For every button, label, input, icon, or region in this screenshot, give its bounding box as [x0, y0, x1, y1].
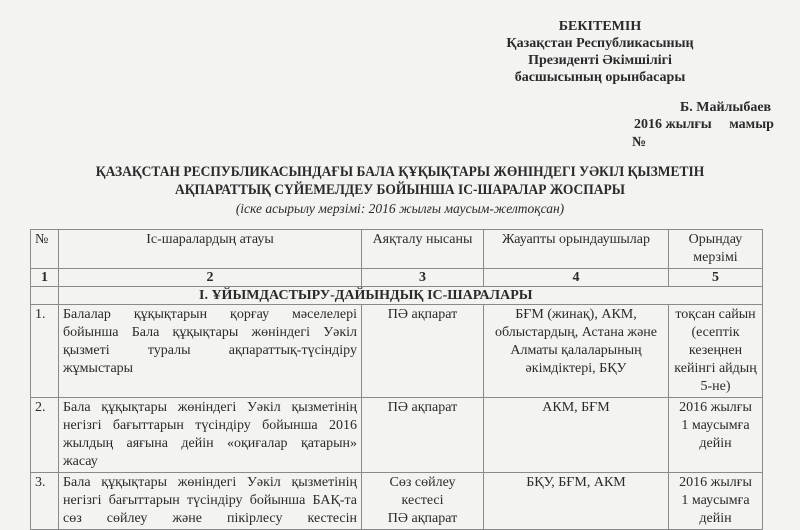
- text-line: бойынша Бала құқықтары жөніндегі Уәкіл: [63, 325, 357, 340]
- row-name: [59, 305, 362, 398]
- text-line: Балалар құқықтарын қорғау мәселелері: [63, 307, 357, 322]
- text-line: кезеңнен: [688, 343, 743, 358]
- header-deadline: Орындау мерзімі: [669, 230, 763, 269]
- column-number-row: [31, 269, 763, 287]
- text-line: Алматы қалаларының: [510, 343, 642, 358]
- text-line: жылдың аяғына дейін «оқиғалар қатарын»: [63, 436, 357, 451]
- row-name: [59, 473, 362, 530]
- row-deadline: [669, 305, 763, 398]
- text-line: қызметі туралы ақпараттық-түсіндіру: [63, 343, 357, 358]
- text-line: 1 маусымға: [681, 418, 750, 433]
- approval-line: Қазақстан Республикасының: [506, 36, 694, 51]
- header-number: №: [31, 230, 59, 269]
- text-line: 2016 жылғы: [679, 400, 752, 415]
- header-executors: Жауапты орындаушылар: [484, 230, 669, 269]
- plan-table: [30, 229, 763, 530]
- row-form: [362, 305, 484, 398]
- text-line: тоқсан сайын: [675, 307, 756, 322]
- text-line: Бала құқықтары жөніндегі Уәкіл қызметінің: [63, 475, 357, 490]
- column-number: 1: [31, 269, 59, 287]
- row-form: [362, 473, 484, 530]
- text-line: 2016 жылғы: [679, 475, 752, 490]
- row-executors: [484, 305, 669, 398]
- text-line: БҚУ, БҒМ, АКМ: [526, 475, 626, 490]
- text-line: Сөз сөйлеу: [389, 475, 456, 490]
- document-title-line1: ҚАЗАҚСТАН РЕСПУБЛИКАСЫНДАҒЫ БАЛА ҚҰҚЫҚТАРЫ ЖӨНІНДЕГІ УӘКІЛ ҚЫЗМЕТІН: [95, 164, 705, 180]
- text-line: негізгі бағыттарын түсіндіру бойынша БАҚ-та: [63, 493, 357, 508]
- text-line: 1 маусымға: [681, 493, 750, 508]
- text-line: жасау: [63, 454, 98, 469]
- text-line: кейінгі айдың: [674, 361, 757, 376]
- column-number: 4: [484, 269, 669, 287]
- row-name: [59, 398, 362, 473]
- approval-heading: БЕКІТЕМІН: [558, 19, 642, 34]
- section-empty-cell: [31, 287, 59, 305]
- header-form: Аяқталу нысаны: [362, 230, 484, 269]
- text-line: жұмыстары: [63, 361, 134, 376]
- text-line: облыстардың, Астана және: [495, 325, 657, 340]
- header-name: Іс-шаралардың атауы: [59, 230, 362, 269]
- approval-block: [500, 18, 700, 86]
- header-row: [31, 230, 763, 269]
- text-line: әкімдіктері, БҚУ: [525, 361, 627, 376]
- column-number: 5: [669, 269, 763, 287]
- section-heading: I. ҰЙЫМДАСТЫРУ-ДАЙЫНДЫҚ ІС-ШАРАЛАРЫ: [59, 287, 763, 305]
- text-line: АКМ, БҒМ: [542, 400, 610, 415]
- text-line: 5-не): [700, 379, 731, 394]
- row-number: 1.: [31, 305, 59, 398]
- text-line: ПӘ ақпарат: [387, 400, 458, 415]
- document-title-line2: АҚПАРАТТЫҚ СҮЙЕМЕЛДЕУ БОЙЫНША ІС-ШАРАЛАР ЖОСПАРЫ: [175, 182, 625, 198]
- text-line: ПӘ ақпарат: [387, 307, 458, 322]
- column-number: 2: [59, 269, 362, 287]
- row-form: [362, 398, 484, 473]
- signatory-name: Б. Майлыбаев: [680, 100, 772, 115]
- text-line: негізгі бағыттарын түсіндіру бойынша 2016: [63, 418, 357, 433]
- row-number: 3.: [31, 473, 59, 530]
- row-number: 2.: [31, 398, 59, 473]
- text-line: (есептік: [691, 325, 740, 340]
- row-deadline: [669, 473, 763, 530]
- table-row: [31, 305, 763, 398]
- section-row: [31, 287, 763, 305]
- text-line: сөз сөйлеу және пікірлесу кестесін: [63, 511, 357, 526]
- table-row: [31, 473, 763, 530]
- text-line: БҒМ (жинақ), АКМ,: [515, 307, 637, 322]
- text-line: кестесі: [401, 493, 444, 508]
- row-executors: [484, 473, 669, 530]
- text-line: дейін: [699, 436, 732, 451]
- row-deadline: [669, 398, 763, 473]
- text-line: ПӘ ақпарат: [387, 511, 458, 526]
- text-line: дейін: [699, 511, 732, 526]
- document-subtitle: (іске асырылу мерзімі: 2016 жылғы маусым-желтоқсан): [235, 201, 565, 216]
- approval-number: №: [632, 135, 647, 150]
- approval-line: басшысының орынбасары: [514, 70, 686, 85]
- approval-line: Президенті Әкімшілігі: [528, 53, 672, 68]
- row-executors: [484, 398, 669, 473]
- approval-date: 2016 жылғы мамыр: [634, 117, 774, 132]
- table-row: [31, 398, 763, 473]
- text-line: Бала құқықтары жөніндегі Уәкіл қызметінің: [63, 400, 357, 415]
- column-number: 3: [362, 269, 484, 287]
